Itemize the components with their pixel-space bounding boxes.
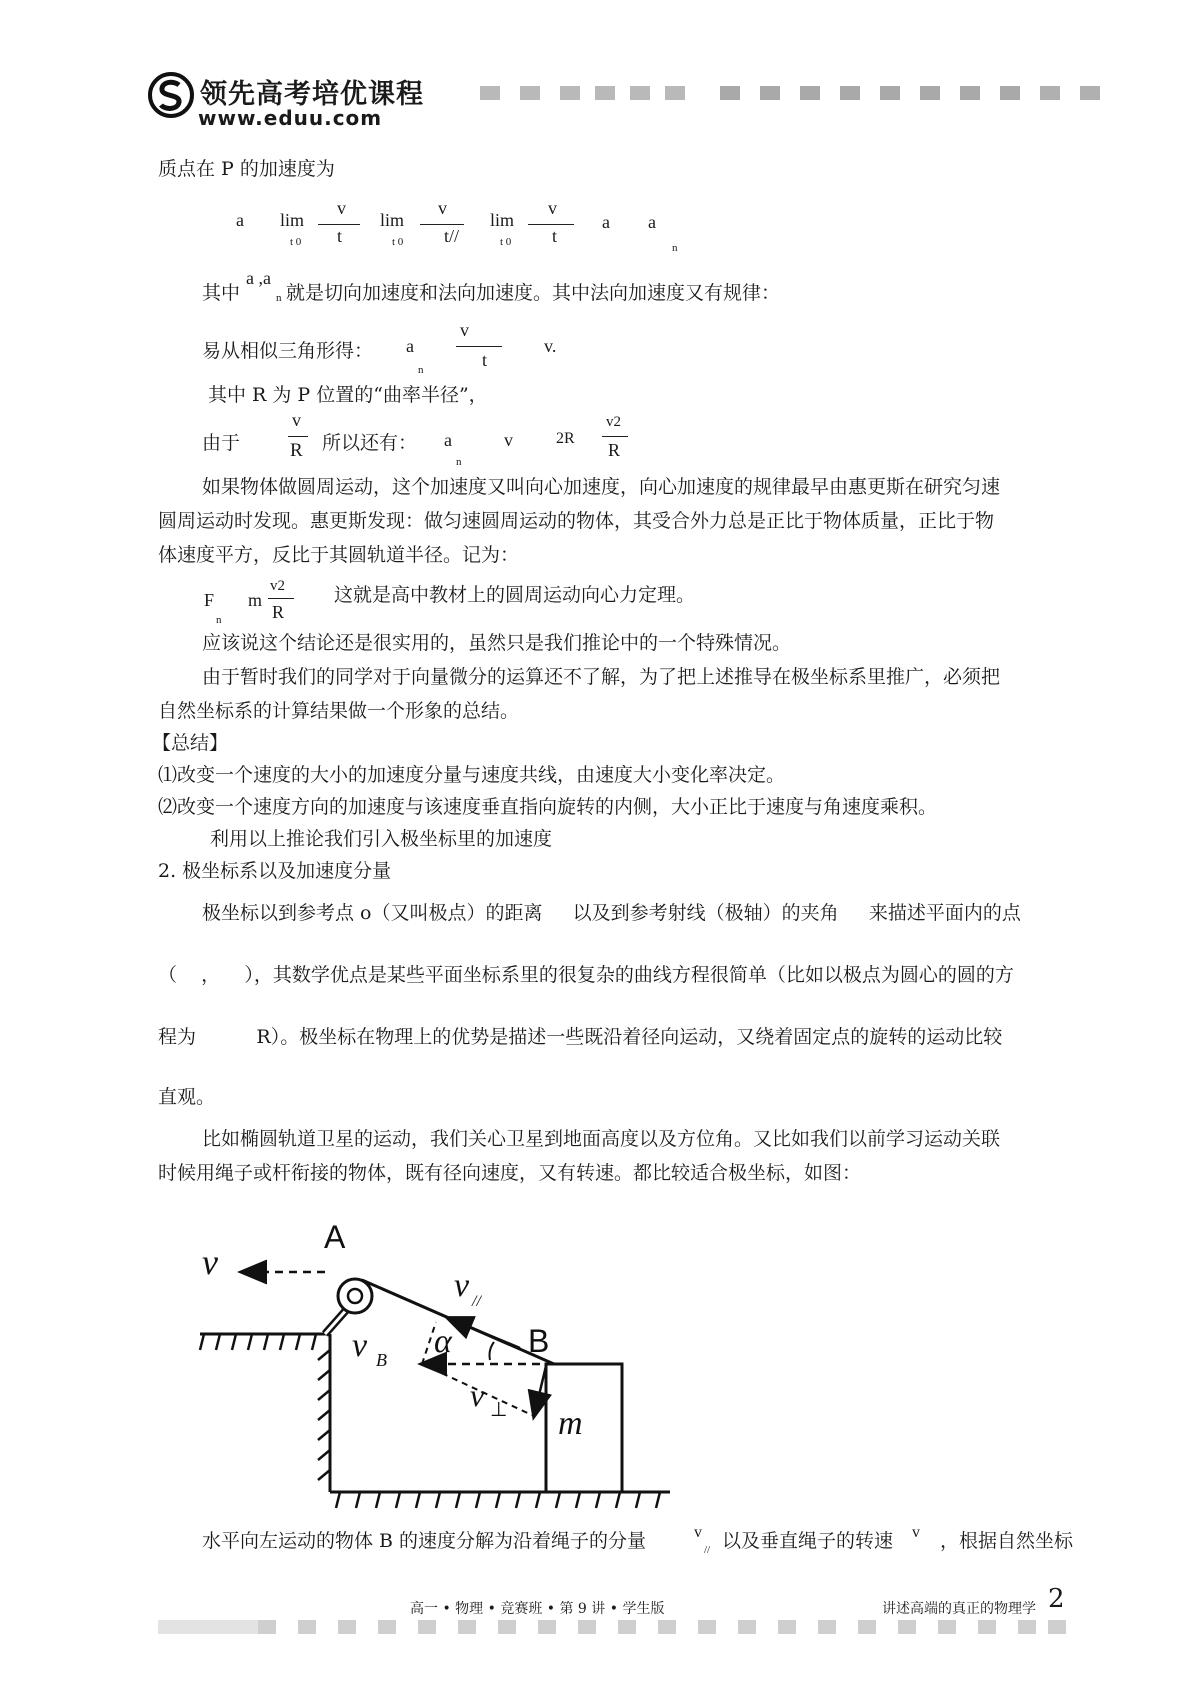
section-heading: 2. 极坐标系以及加速度分量 <box>158 860 392 882</box>
para-19: （ ， ），其数学优点是某些平面坐标系里的很复杂的曲线方程很简单（比如以极点为圆心的圆的方 <box>158 964 1014 986</box>
summary-heading: 【总结】 <box>152 732 229 754</box>
para-8: 体速度平方，反比于其圆轨道半径。记为： <box>158 544 520 566</box>
para-12: 自然坐标系的计算结果做一个形象的总结。 <box>158 700 520 722</box>
brand-url: www.eduu.com <box>198 106 383 130</box>
wall-hatch <box>318 1350 330 1480</box>
label-vpar-sub: // <box>472 1293 481 1310</box>
label-v: v <box>202 1242 218 1282</box>
summary-item-1: ⑴改变一个速度的大小的加速度分量与速度共线，由速度大小变化率决定。 <box>158 764 786 786</box>
header-decor-bar <box>420 86 1136 100</box>
para-23: 时候用绳子或杆衔接的物体，既有径向速度，又有转速。都比较适合极坐标，如图： <box>158 1162 862 1184</box>
para-16: 利用以上推论我们引入极坐标里的加速度 <box>210 828 553 850</box>
page-number: 2 <box>1048 1584 1065 1614</box>
footer-course: 高一 • 物理 • 竞赛班 • 第 9 讲 • 学生版 <box>410 1601 665 1617</box>
label-B: B <box>528 1323 550 1359</box>
label-vperp: v <box>470 1377 485 1413</box>
left-ground-hatch <box>200 1334 316 1350</box>
label-A: A <box>324 1219 346 1255</box>
vpar-arrow <box>448 1318 520 1348</box>
para-6: 如果物体做圆周运动，这个加速度又叫向心加速度，向心加速度的规律最早由惠更斯在研究匀速 <box>202 476 1001 498</box>
floor-hatch <box>336 1492 660 1508</box>
pulley-inner <box>348 1289 362 1303</box>
footer-tagline: 讲述高端的真正的物理学 <box>882 1601 1036 1617</box>
para-20: 程为 R）。极坐标在物理上的优势是描述一些既沿着径向运动，又绕着固定点的旋转的运动比较 <box>158 1026 1003 1048</box>
para-11: 由于暂时我们的同学对于向量微分的运算还不了解，为了把上述推导在极坐标系里推广，必须把 <box>202 666 1001 688</box>
rope-block-figure <box>190 1210 730 1510</box>
para-18: 极坐标以到参考点 o（又叫极点）的距离 以及到参考射线（极轴）的夹角 来描述平面内的点 <box>202 902 1021 924</box>
label-alpha: α <box>434 1323 452 1360</box>
para-10: 应该说这个结论还是很实用的，虽然只是我们推论中的一个特殊情况。 <box>202 632 792 654</box>
label-vperp-sub: ⊥ <box>490 1399 508 1421</box>
para-22: 比如椭圆轨道卫星的运动，我们关心卫星到地面高度以及方位角。又比如我们以前学习运动关联 <box>202 1128 1001 1150</box>
footer-decor-bar <box>158 1620 1071 1634</box>
brand-name: 领先高考培优课程 <box>200 79 424 110</box>
logo-icon <box>148 72 194 118</box>
vperp-arrow <box>534 1366 546 1416</box>
para-21: 直观。 <box>158 1086 216 1108</box>
label-m: m <box>558 1405 583 1442</box>
para-4: 其中 R 为 P 位置的“曲率半径”， <box>208 384 488 406</box>
para-7: 圆周运动时发现。惠更斯发现：做匀速圆周运动的物体，其受合外力总是正比于物体质量，正比于物 <box>158 510 995 532</box>
label-vB: v <box>352 1327 368 1364</box>
label-vB-sub: B <box>376 1350 387 1370</box>
label-vpar: v <box>454 1267 470 1304</box>
para-1: 质点在 P 的加速度为 <box>158 158 335 180</box>
summary-item-2: ⑵改变一个速度方向的加速度与该速度垂直指向旋转的内侧，大小正比于速度与角速度乘积。 <box>158 796 938 818</box>
angle-arc <box>490 1342 495 1360</box>
